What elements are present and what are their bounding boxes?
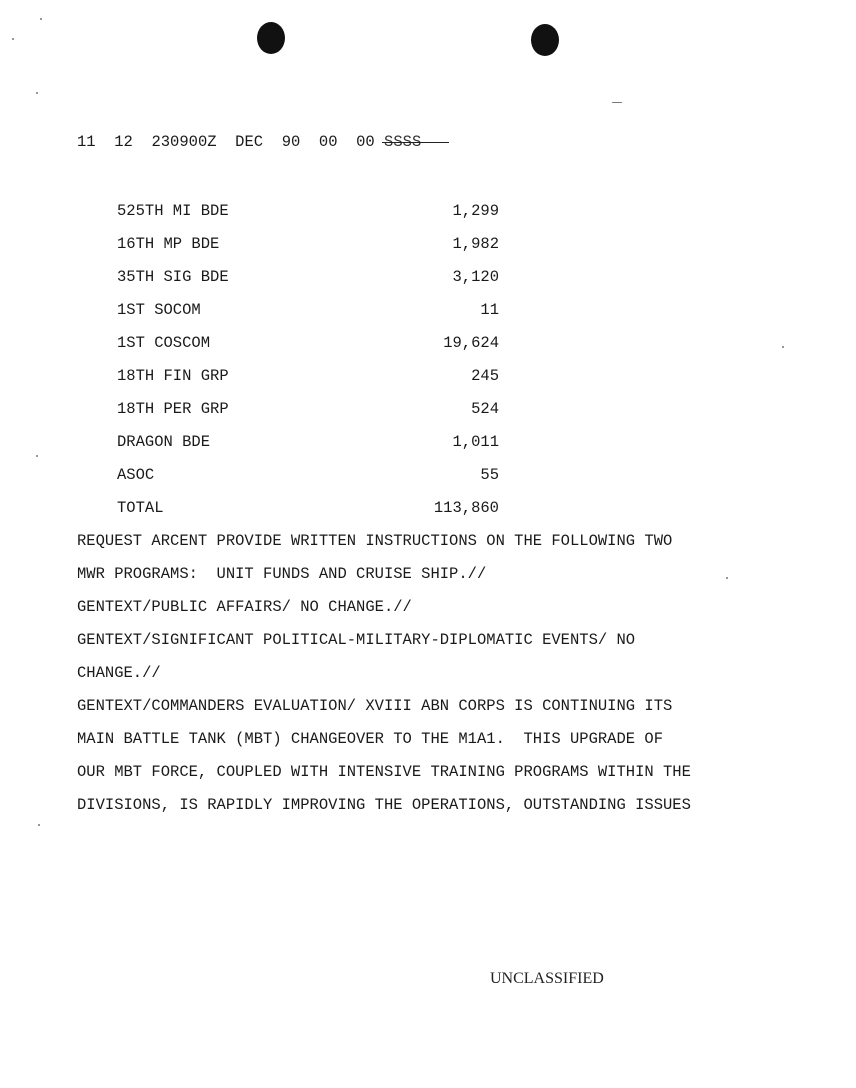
unit-value: 11 bbox=[480, 301, 499, 319]
punch-hole-left bbox=[257, 22, 285, 54]
unit-strength-table bbox=[117, 200, 517, 530]
table-row bbox=[117, 233, 517, 266]
scan-speck bbox=[782, 346, 784, 348]
scan-speck bbox=[612, 102, 622, 103]
body-line: GENTEXT/PUBLIC AFFAIRS/ NO CHANGE.// bbox=[77, 598, 412, 616]
body-line: CHANGE.// bbox=[77, 664, 161, 682]
table-row bbox=[117, 431, 517, 464]
scan-speck bbox=[36, 92, 38, 94]
header-seg: 00 bbox=[318, 133, 338, 151]
struck-classification: SSSS bbox=[384, 133, 422, 151]
unit-name: 1ST COSCOM bbox=[117, 334, 211, 352]
unit-name: 16TH MP BDE bbox=[117, 235, 220, 253]
table-row bbox=[117, 332, 517, 365]
unit-name: 1ST SOCOM bbox=[117, 301, 201, 319]
header-seg: 11 bbox=[77, 133, 96, 151]
body-line: MAIN BATTLE TANK (MBT) CHANGEOVER TO THE M1A1. THIS UPGRADE OF bbox=[77, 730, 663, 748]
body-line: GENTEXT/COMMANDERS EVALUATION/ XVIII ABN CORPS IS CONTINUING ITS bbox=[77, 697, 673, 715]
table-row bbox=[117, 266, 517, 299]
unit-name: 18TH FIN GRP bbox=[117, 367, 229, 385]
table-row bbox=[117, 398, 517, 431]
table-row bbox=[117, 299, 517, 332]
classification-footer: UNCLASSIFIED bbox=[490, 970, 604, 987]
unit-value: 524 bbox=[471, 400, 499, 418]
message-body bbox=[77, 530, 777, 827]
body-line: REQUEST ARCENT PROVIDE WRITTEN INSTRUCTIONS ON THE FOLLOWING TWO bbox=[77, 532, 673, 550]
unit-value: 1,299 bbox=[452, 202, 499, 220]
unit-value: 19,624 bbox=[443, 334, 499, 352]
table-total-row bbox=[117, 497, 517, 530]
body-line: GENTEXT/SIGNIFICANT POLITICAL-MILITARY-DIPLOMATIC EVENTS/ NO bbox=[77, 631, 636, 649]
table-row bbox=[117, 365, 517, 398]
unit-value: 3,120 bbox=[452, 268, 499, 286]
unit-value: 1,011 bbox=[452, 433, 499, 451]
header-seg: 00 bbox=[356, 133, 375, 151]
message-header bbox=[77, 133, 421, 151]
unit-value: 245 bbox=[471, 367, 499, 385]
unit-value: 55 bbox=[480, 466, 499, 484]
scan-speck bbox=[36, 455, 38, 457]
scan-speck bbox=[40, 18, 42, 20]
header-seg: DEC bbox=[235, 133, 264, 151]
punch-hole-right bbox=[531, 24, 559, 56]
scan-speck bbox=[38, 824, 40, 826]
scan-speck bbox=[12, 38, 14, 40]
unit-value: 1,982 bbox=[452, 235, 499, 253]
body-line: DIVISIONS, IS RAPIDLY IMPROVING THE OPERATIONS, OUTSTANDING ISSUES bbox=[77, 796, 691, 814]
total-value: 113,860 bbox=[433, 499, 499, 517]
total-label: TOTAL bbox=[117, 499, 164, 517]
unit-name: 35TH SIG BDE bbox=[117, 268, 229, 286]
unit-name: 525TH MI BDE bbox=[117, 202, 229, 220]
table-row bbox=[117, 200, 517, 233]
body-line: OUR MBT FORCE, COUPLED WITH INTENSIVE TRAINING PROGRAMS WITHIN THE bbox=[77, 763, 691, 781]
unit-name: DRAGON BDE bbox=[117, 433, 211, 451]
header-dtg: 230900Z bbox=[151, 133, 217, 151]
unit-name: 18TH PER GRP bbox=[117, 400, 229, 418]
body-line: MWR PROGRAMS: UNIT FUNDS AND CRUISE SHIP.// bbox=[77, 565, 487, 583]
header-seg: 12 bbox=[114, 133, 133, 151]
header-seg: 90 bbox=[281, 133, 301, 151]
unit-name: ASOC bbox=[117, 466, 155, 484]
table-row bbox=[117, 464, 517, 497]
